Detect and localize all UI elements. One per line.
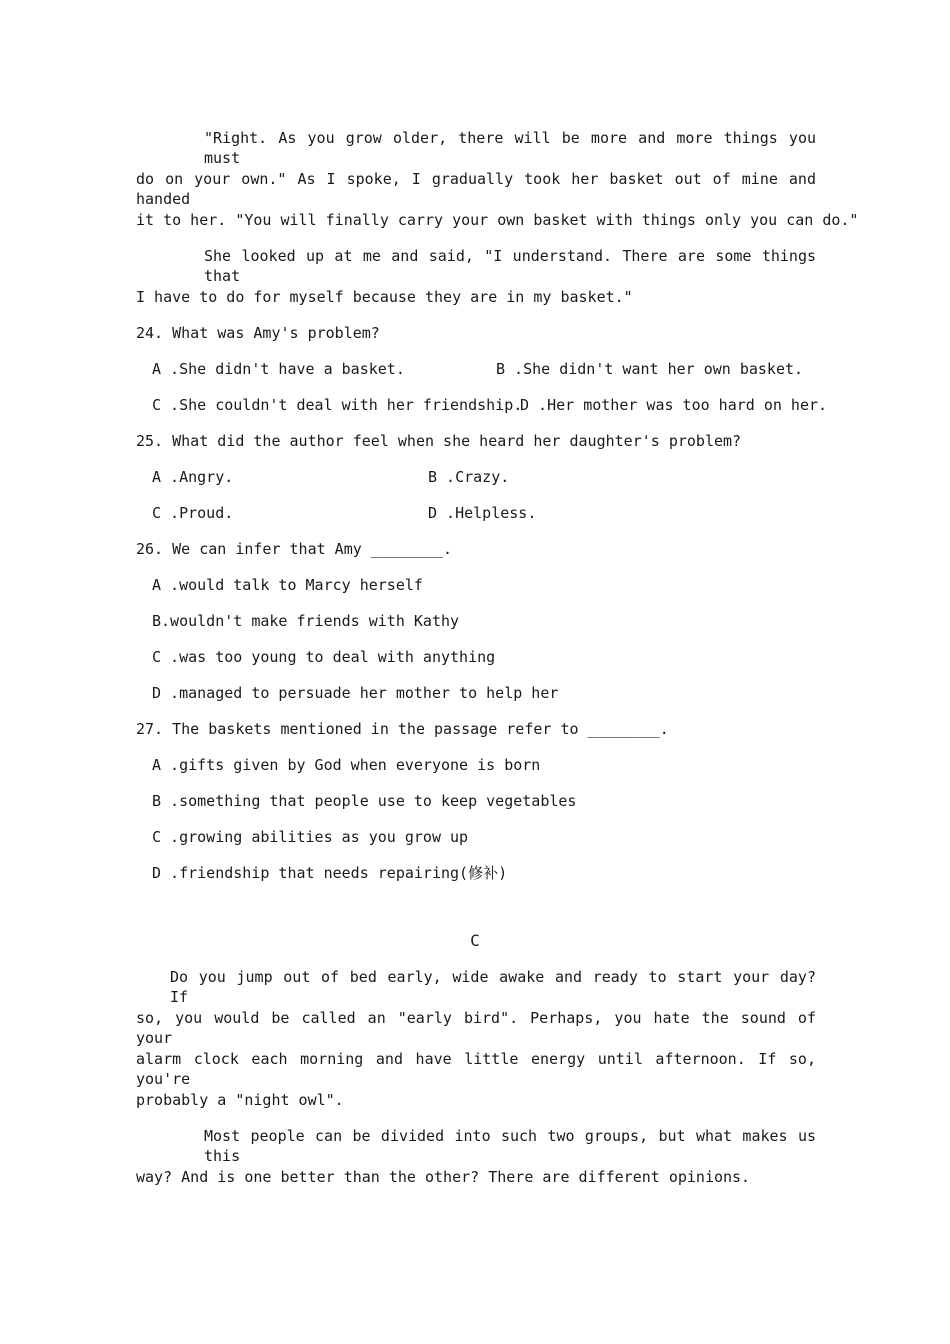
option-b: B .something that people use to keep vegetables	[152, 792, 577, 810]
option-d: D .managed to persuade her mother to help her	[152, 684, 559, 702]
option-c: C .She couldn't deal with her friendship.	[152, 396, 523, 414]
passage-line: alarm clock each morning and have little energy until afternoon. If so, you're	[136, 1050, 816, 1088]
option-b: B.wouldn't make friends with Kathy	[152, 612, 460, 630]
question-stem: 27. The baskets mentioned in the passage refer to ________.	[136, 720, 669, 738]
option-a: A .would talk to Marcy herself	[152, 576, 423, 594]
passage-line: do on your own." As I spoke, I gradually took her basket out of mine and handed	[136, 170, 816, 208]
question-stem: 26. We can infer that Amy ________.	[136, 540, 453, 558]
passage-line: Most people can be divided into such two groups, but what makes us this	[204, 1127, 816, 1165]
option-d: D .Helpless.	[428, 504, 537, 522]
passage-line: it to her. "You will finally carry your own basket with things only you can do."	[136, 211, 859, 229]
option-c: C .was too young to deal with anything	[152, 648, 496, 666]
passage-line: way? And is one better than the other? There are different opinions.	[136, 1168, 751, 1186]
option-b: B .Crazy.	[428, 468, 510, 486]
option-a: A .gifts given by God when everyone is born	[152, 756, 541, 774]
option-a: A .She didn't have a basket.	[152, 360, 405, 378]
passage-line: Do you jump out of bed early, wide awake and ready to start your day? If	[170, 968, 816, 1006]
option-a: A .Angry.	[152, 468, 234, 486]
passage-line: so, you would be called an "early bird". Perhaps, you hate the sound of your	[136, 1009, 816, 1047]
question-stem: 25. What did the author feel when she heard her daughter's problem?	[136, 432, 742, 450]
option-d: D .Her mother was too hard on her.	[520, 396, 828, 414]
option-b: B .She didn't want her own basket.	[496, 360, 804, 378]
section-heading: C	[470, 931, 480, 950]
passage-line: probably a "night owl".	[136, 1091, 344, 1109]
passage-line: I have to do for myself because they are in my basket."	[136, 288, 633, 306]
option-d: D .friendship that needs repairing(修补)	[152, 864, 508, 882]
passage-line: She looked up at me and said, "I understand. There are some things that	[204, 247, 816, 285]
option-c: C .growing abilities as you grow up	[152, 828, 469, 846]
option-c: C .Proud.	[152, 504, 234, 522]
question-stem: 24. What was Amy's problem?	[136, 324, 380, 342]
passage-line: "Right. As you grow older, there will be more and more things you must	[204, 129, 816, 167]
